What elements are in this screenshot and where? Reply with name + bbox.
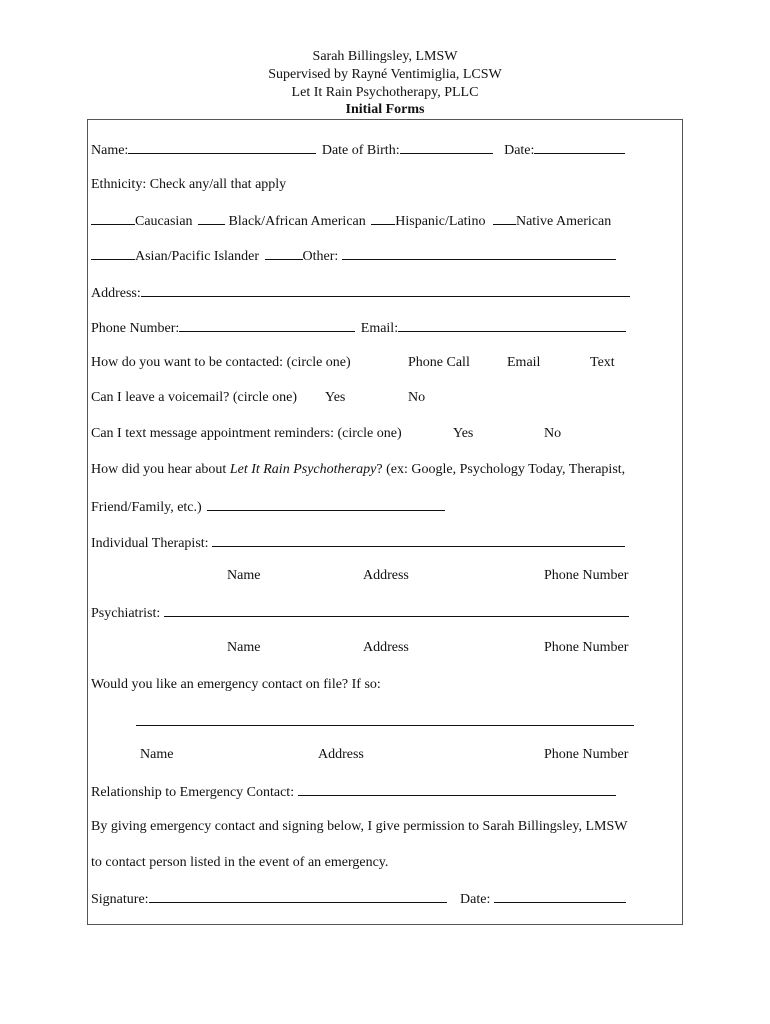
name-label: Name:	[91, 143, 129, 158]
referral-field[interactable]	[207, 497, 445, 511]
contact-question: How do you want to be contacted: (circle one)	[91, 355, 351, 370]
native-label: Native American	[515, 214, 612, 229]
header-supervisor: Supervised by Rayné Ventimiglia, LCSW	[268, 67, 502, 82]
voicemail-question: Can I leave a voicemail? (circle one)	[91, 390, 297, 405]
ethnicity-prompt: Ethnicity: Check any/all that apply	[91, 177, 287, 192]
caucasian-check[interactable]	[91, 211, 135, 225]
other-check[interactable]	[265, 246, 303, 260]
voicemail-no[interactable]: No	[408, 390, 426, 405]
phone-label: Phone Number:	[91, 321, 180, 336]
ethnicity-row-1	[91, 211, 611, 231]
therapist-row	[91, 533, 625, 553]
email-field[interactable]	[398, 318, 626, 332]
referral-examples-end: Friend/Family, etc.)	[91, 500, 202, 515]
referral-row-2	[91, 497, 445, 517]
psychiatrist-address-caption: Address	[363, 640, 409, 655]
name-field[interactable]	[128, 140, 316, 154]
therapist-field[interactable]	[212, 533, 625, 547]
voicemail-yes[interactable]: Yes	[325, 390, 346, 405]
referral-text-post: ? (ex: Google, Psychology Today, Therapist,	[376, 462, 626, 477]
text-no[interactable]: No	[544, 426, 562, 441]
header-practice: Let It Rain Psychotherapy, PLLC	[291, 85, 479, 100]
dob-field[interactable]	[400, 140, 493, 154]
psychiatrist-label: Psychiatrist:	[91, 606, 161, 621]
header-practitioner: Sarah Billingsley, LMSW	[312, 49, 458, 64]
contact-option-email[interactable]: Email	[507, 355, 541, 370]
consent-line-1: By giving emergency contact and signing below, I give permission to Sarah Billingsley, LMSW	[91, 819, 628, 834]
name-row	[91, 140, 625, 160]
emergency-phone-caption: Phone Number	[544, 747, 629, 762]
email-label: Email:	[360, 321, 399, 336]
other-label: Other:	[302, 249, 339, 264]
text-question: Can I text message appointment reminders: (circle one)	[91, 426, 402, 441]
address-label: Address:	[91, 286, 141, 301]
relationship-field[interactable]	[298, 782, 616, 796]
asian-check[interactable]	[91, 246, 135, 260]
phone-email-row	[91, 318, 626, 338]
relationship-row	[91, 782, 616, 802]
phone-field[interactable]	[179, 318, 355, 332]
psychiatrist-phone-caption: Phone Number	[544, 640, 629, 655]
asian-label: Asian/Pacific Islander	[135, 249, 260, 264]
emergency-address-caption: Address	[318, 747, 364, 762]
consent-line-2: to contact person listed in the event of an emergency.	[91, 855, 389, 870]
therapist-address-caption: Address	[363, 568, 409, 583]
signature-date-field[interactable]	[494, 889, 626, 903]
signature-row	[91, 889, 626, 909]
hispanic-label: Hispanic/Latino	[395, 214, 486, 229]
date-label: Date:	[504, 143, 535, 158]
emergency-name-caption: Name	[140, 747, 174, 762]
form-title: Initial Forms	[345, 102, 425, 117]
signature-date-label: Date:	[460, 892, 491, 907]
native-check[interactable]	[493, 211, 516, 225]
dob-label: Date of Birth:	[321, 143, 400, 158]
contact-option-text[interactable]: Text	[590, 355, 615, 370]
emergency-contact-field[interactable]	[136, 712, 634, 726]
ethnicity-row-2	[91, 246, 616, 266]
address-field[interactable]	[141, 283, 630, 297]
caucasian-label: Caucasian	[135, 214, 193, 229]
psychiatrist-field[interactable]	[164, 603, 629, 617]
form-border	[87, 119, 683, 925]
signature-label: Signature:	[91, 892, 149, 907]
contact-option-phone[interactable]: Phone Call	[408, 355, 470, 370]
referral-question	[91, 461, 625, 479]
text-yes[interactable]: Yes	[453, 426, 474, 441]
hispanic-check[interactable]	[371, 211, 395, 225]
address-row	[91, 283, 630, 303]
black-label: Black/African American	[228, 214, 366, 229]
practice-name-italic: Let It Rain Psychotherapy	[229, 462, 377, 477]
emergency-question: Would you like an emergency contact on file? If so:	[91, 677, 381, 692]
therapist-name-caption: Name	[227, 568, 261, 583]
therapist-phone-caption: Phone Number	[544, 568, 629, 583]
other-field[interactable]	[342, 246, 616, 260]
referral-text-pre: How did you hear about	[91, 462, 230, 477]
relationship-label: Relationship to Emergency Contact:	[91, 785, 295, 800]
black-check[interactable]	[198, 211, 225, 225]
date-field[interactable]	[534, 140, 625, 154]
psychiatrist-row	[91, 603, 629, 623]
therapist-label: Individual Therapist:	[91, 536, 209, 551]
signature-field[interactable]	[149, 889, 447, 903]
psychiatrist-name-caption: Name	[227, 640, 261, 655]
